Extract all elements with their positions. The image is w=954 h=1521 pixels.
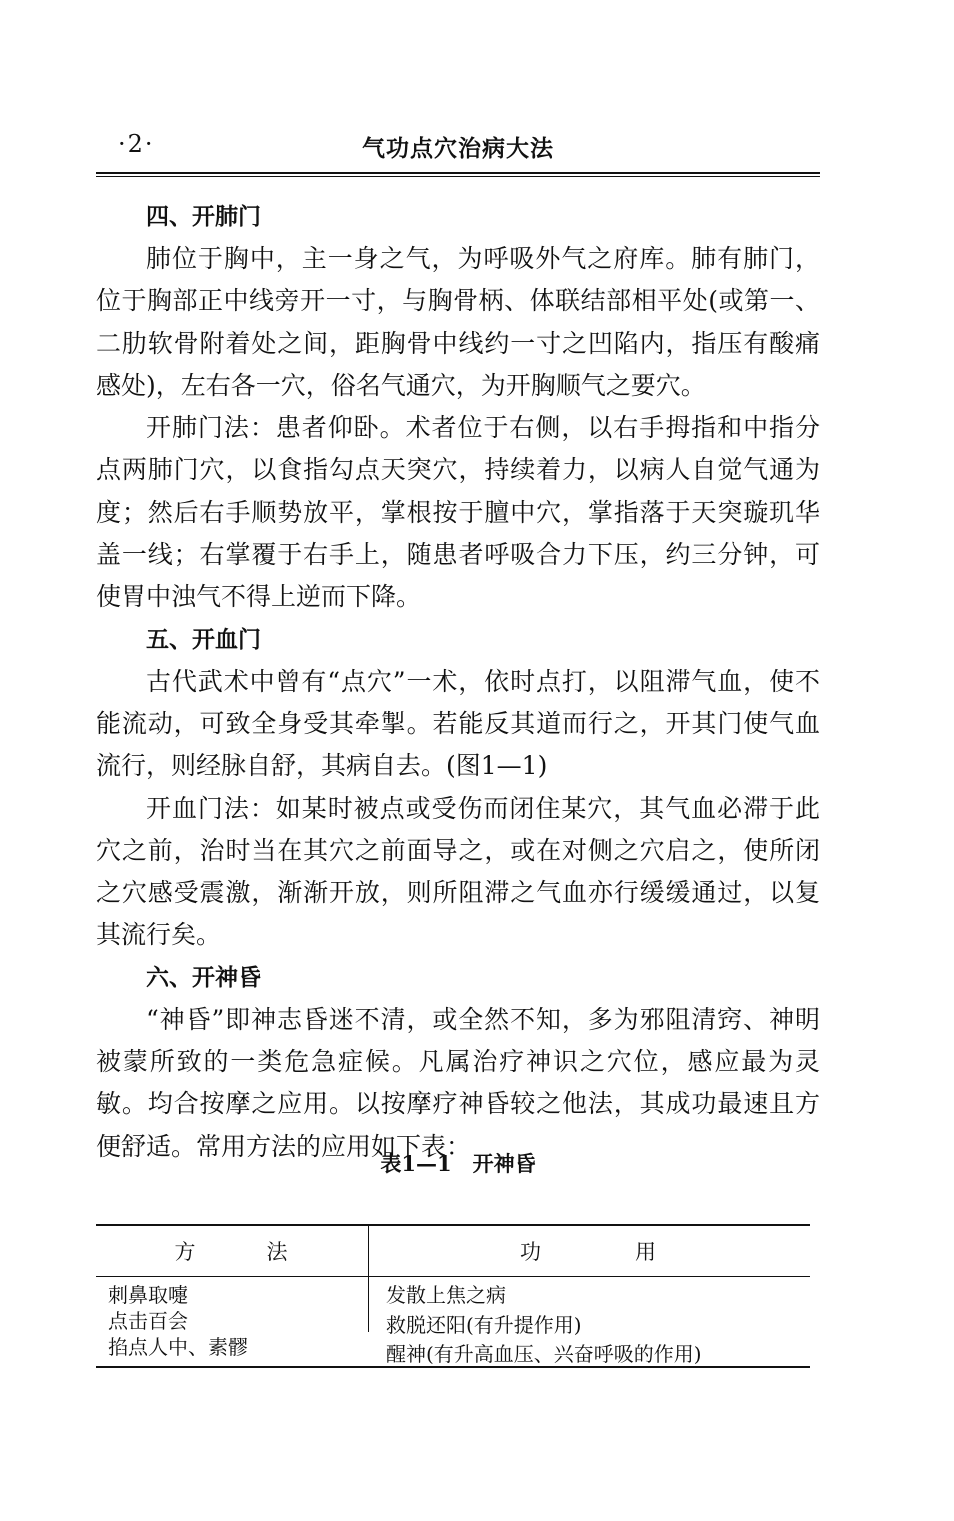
running-header	[96, 126, 820, 170]
header-rule	[96, 172, 820, 174]
table-cell-method: 点击百会	[108, 1309, 188, 1333]
section-open-unconsciousness	[96, 957, 820, 1168]
section-heading: 六、开神昏	[146, 963, 261, 991]
running-title: 气功点穴治病大法	[362, 135, 554, 162]
table-column-divider	[368, 1224, 369, 1332]
paragraph: 古代武术中曾有“点穴”一术，依时点打，以阻滞气血，使不能流动，可致全身受其牵掣。若能反其道而行之，开其门使气血流行，则经脉自舒，其病自去。(图1—1)	[96, 666, 820, 781]
table-header-effect: 功 用	[520, 1240, 658, 1264]
table-cell-effect: 醒神(有升高血压、兴奋呼吸的作用)	[386, 1342, 702, 1366]
section-heading: 四、开肺门	[146, 203, 261, 230]
table-bottom-rule	[96, 1366, 810, 1368]
table-cell-effect: 救脱还阳(有升提作用)	[386, 1313, 582, 1337]
table-caption: 表1—1 开神昏	[380, 1151, 536, 1176]
body-text	[96, 196, 820, 1168]
methods-table	[96, 1146, 810, 1366]
header-rule-thin	[96, 176, 820, 177]
table-cell-method: 刺鼻取嚏	[108, 1283, 188, 1307]
page-number: ·2·	[118, 130, 155, 158]
paragraph: 开肺门法：患者仰卧。术者位于右侧，以右手拇指和中指分点两肺门穴，以食指勾点天突穴，持续着力，以病人自觉气通为度；然后右手顺势放平，掌根按于膻中穴，掌指落于天突璇玑华盖一线；右掌覆于右手上，随患者呼吸合力下压，约三分钟，可使胃中浊气不得上逆而下降。	[96, 413, 820, 612]
table-cell-method: 掐点人中、素髎	[108, 1335, 248, 1359]
table-body	[96, 1182, 810, 1366]
section-open-lung-gate	[96, 196, 820, 619]
section-open-blood-gate	[96, 619, 820, 957]
table-header-rule	[96, 1276, 810, 1277]
table-cell-effect: 发散上焦之病	[386, 1283, 506, 1307]
table-header-method: 方 法	[174, 1240, 290, 1264]
table-top-rule	[96, 1224, 810, 1226]
section-heading: 五、开血门	[146, 625, 261, 653]
paragraph: 肺位于胸中，主一身之气，为呼吸外气之府库。肺有肺门，位于胸部正中线旁开一寸，与胸骨柄、体联结部相平处(或第一、二肋软骨附着处之间，距胸骨中线约一寸之凹陷内，指压有酸痛感处)，左右各一穴，俗名气通穴，为开胸顺气之要穴。	[96, 244, 820, 400]
paragraph: 开血门法：如某时被点或受伤而闭住某穴，其气血必滞于此穴之前，治时当在其穴之前面导之，或在对侧之穴启之，使所闭之穴感受震激，渐渐开放，则所阻滞之气血亦行缓缓通过，以复其流行矣。	[96, 793, 820, 950]
paragraph: “神昏”即神志昏迷不清，或全然不知，多为邪阻清窍、神明被蒙所致的一类危急症候。凡属治疗神识之穴位，感应最为灵敏。均合按摩之应用。以按摩疗神昏较之他法，其成功最速且方便舒适。常用方法的应用如下表：	[96, 1004, 820, 1161]
